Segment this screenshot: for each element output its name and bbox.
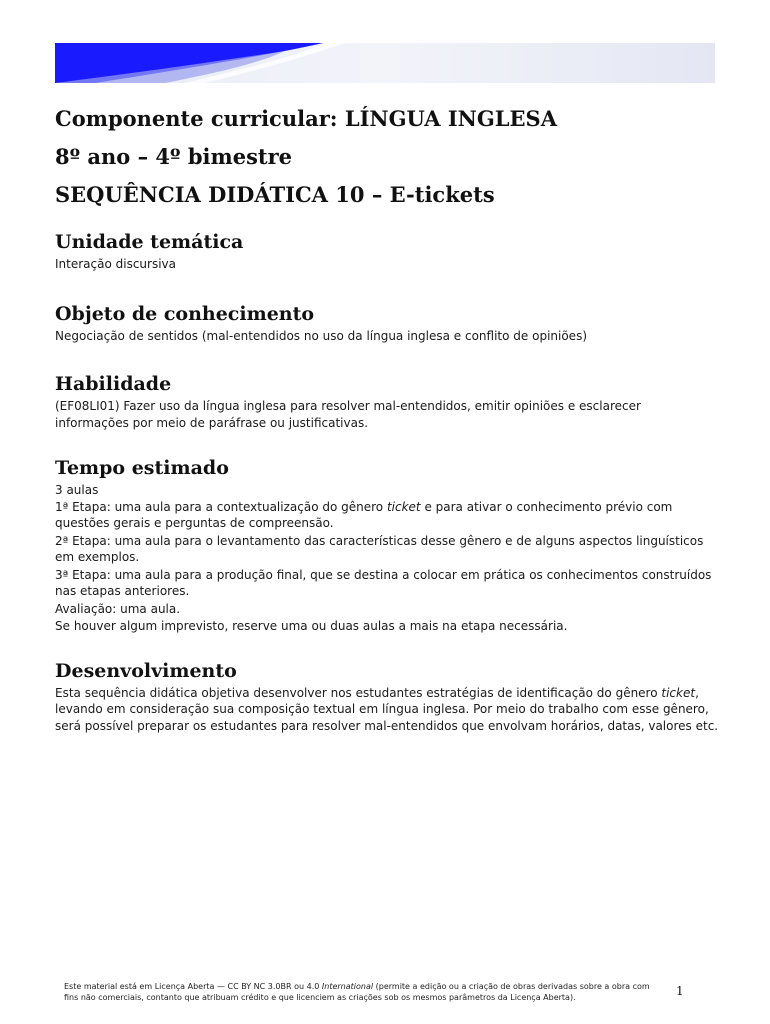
license-text-end: (permite a edição ou a criação de obras derivadas sobre a obra com [373,982,650,991]
etapa-1-italic: ticket [386,499,421,514]
sequence-title: SEQUÊNCIA DIDÁTICA 10 – E-tickets [55,182,495,207]
etapa-3-line: 3ª Etapa: uma aula para a produção final, que se destina a colocar em prática os conhecimentos construídos [55,567,712,582]
etapa-1-line [55,499,725,516]
desenvolvimento-italic: ticket [661,685,696,700]
section-objeto-conhecimento [55,300,725,345]
section-tempo-estimado [55,454,725,635]
header-banner [55,43,715,83]
etapa-1-text: 1ª Etapa: uma aula para a contextualização do gênero [55,499,387,514]
etapa-2-line: 2ª Etapa: uma aula para o levantamento das características desse gênero e de alguns aspectos linguísticos [55,533,704,548]
curricular-component-title: Componente curricular: LÍNGUA INGLESA [55,106,558,131]
license-line-2: fins não comerciais, contanto que atribuam crédito e que licenciem as criações sob os mesmos parâmetros da Licença Aberta). [64,993,576,1002]
license-line-1 [64,981,654,992]
aulas-count: 3 aulas [55,483,99,497]
desenvolvimento-line-2: levando em consideração sua composição textual em língua inglesa. Por meio do trabalho com esse gênero, [55,702,709,716]
section-heading: Habilidade [55,373,172,395]
etapa-3-line-2: nas etapas anteriores. [55,584,190,598]
section-heading: Objeto de conhecimento [55,302,315,325]
imprevisto-line: Se houver algum imprevisto, reserve uma ou duas aulas a mais na etapa necessária. [55,619,568,633]
etapa-2-line-2: em exemplos. [55,550,140,564]
avaliacao-line: Avaliação: uma aula. [55,601,181,616]
section-habilidade [55,370,725,431]
section-desenvolvimento [55,657,725,735]
section-text: Negociação de sentidos (mal-entendidos no uso da língua inglesa e conflito de opiniões) [55,328,587,343]
license-italic: International [321,982,374,991]
section-text: Interação discursiva [55,257,177,271]
page-number: 1 [676,984,684,998]
section-text-line: informações por meio de paráfrase ou justificativas. [55,415,369,430]
desenvolvimento-text: Esta sequência didática objetiva desenvolver nos estudantes estratégias de identificação do gênero [55,685,662,700]
section-heading: Unidade temática [55,231,244,253]
desenvolvimento-line-3: será possível preparar os estudantes para resolver mal-entendidos que envolvam horários, datas, valores etc. [55,718,719,733]
license-footer [64,981,654,1003]
title-block [55,100,725,214]
desenvolvimento-text-end: , [695,685,699,700]
document-body [55,228,725,734]
section-unidade-tematica [55,228,725,273]
etapa-1-line-2: questões gerais e perguntas de compreensão. [55,516,334,530]
section-heading: Desenvolvimento [55,659,237,682]
grade-term-title: 8º ano – 4º bimestre [55,144,293,169]
desenvolvimento-line-1 [55,685,725,702]
license-text: Este material está em Licença Aberta — CC BY NC 3.0BR ou 4.0 [64,982,322,991]
etapa-1-text-end: e para ativar o conhecimento prévio com [420,499,673,514]
section-heading: Tempo estimado [55,457,229,479]
section-text-line: (EF08LI01) Fazer uso da língua inglesa para resolver mal-entendidos, emitir opiniões e esclarecer [55,399,641,413]
